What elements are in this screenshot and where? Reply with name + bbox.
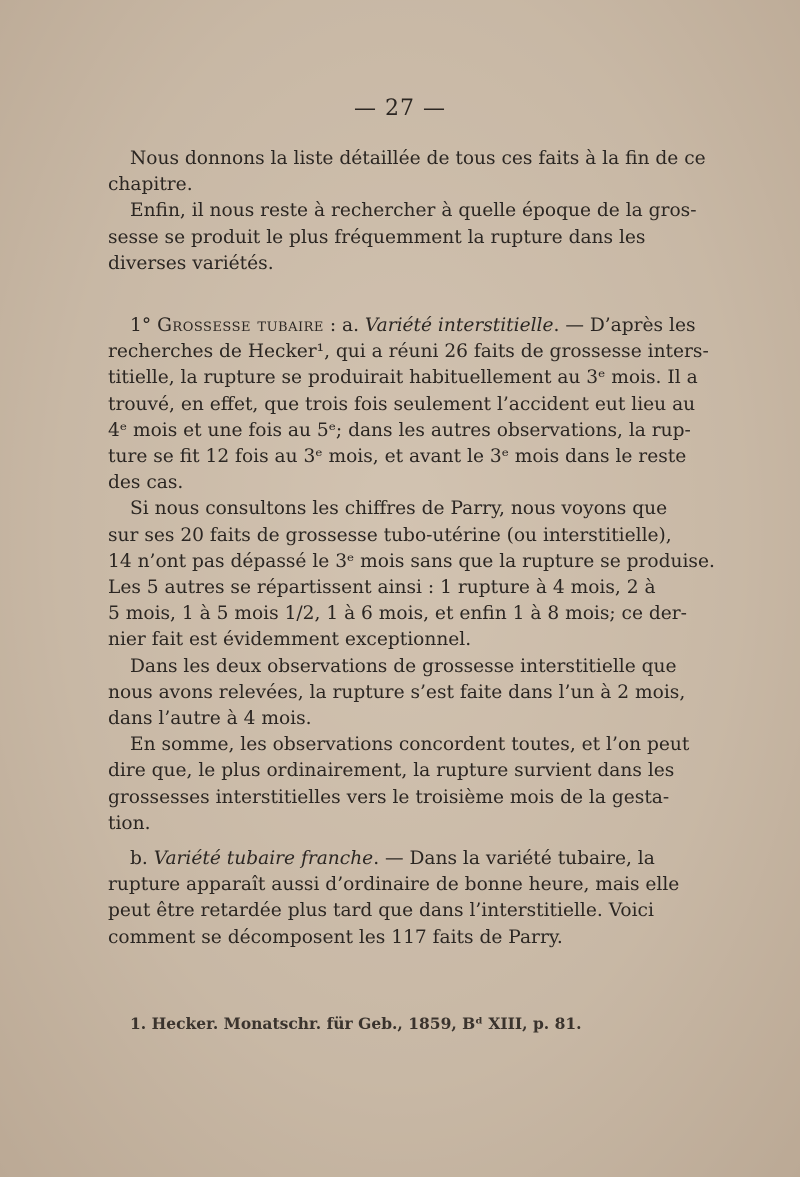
text-line: titielle, la rupture se produirait habituellement au 3ᵉ mois. Il a: [108, 367, 698, 389]
text-line: Enfin, il nous reste à rechercher à quelle époque de la gros-: [130, 200, 697, 222]
text-line: rupture apparaît aussi d’ordinaire de bonne heure, mais elle: [108, 874, 680, 896]
page-number: — 27 —: [354, 96, 446, 121]
text-line: sur ses 20 faits de grossesse tubo-utérine (ou interstitielle),: [108, 524, 672, 546]
text-line: nier fait est évidemment exceptionnel.: [108, 629, 472, 651]
text-line: tion.: [108, 812, 151, 834]
text-line: Si nous consultons les chiffres de Parry, nous voyons que: [130, 498, 668, 520]
text-line: peut être retardée plus tard que dans l’interstitielle. Voici: [108, 900, 654, 922]
heading-tail: . — D’après les: [553, 315, 696, 336]
heading-separator: : a.: [323, 315, 365, 336]
text-line: dans l’autre à 4 mois.: [108, 708, 312, 730]
section-interstitial: [108, 313, 715, 837]
body-text: [108, 146, 706, 277]
paragraph-6: [108, 732, 690, 837]
paragraph-5: [108, 654, 686, 733]
paragraph-1: [108, 146, 706, 198]
text-line: 4ᵉ mois et une fois au 5ᵉ; dans les autres observations, la rup-: [108, 419, 691, 441]
text-line: 5 mois, 1 à 5 mois 1/2, 1 à 6 mois, et enfin 1 à 8 mois; ce der-: [108, 603, 687, 625]
heading-tail: . — Dans la variété tubaire, la: [373, 848, 655, 869]
heading-number: 1°: [130, 315, 152, 336]
paragraph-2: [108, 198, 697, 277]
heading-letter: b.: [130, 848, 154, 869]
section-heading-line: [108, 313, 696, 339]
text-line: Dans les deux observations de grossesse interstitielle que: [130, 655, 677, 677]
text-line: dire que, le plus ordinairement, la rupture survient dans les: [108, 760, 675, 782]
section-tubal: [108, 846, 680, 951]
text-line: des cas.: [108, 472, 184, 494]
text-line: ture se fit 12 fois au 3ᵉ mois, et avant le 3ᵉ mois dans le reste: [108, 446, 687, 468]
text-line: diverses variétés.: [108, 252, 274, 274]
section-heading-line: [108, 846, 655, 872]
text-line: grossesses interstitielles vers le troisième mois de la gesta-: [108, 786, 670, 808]
paragraph-4: [108, 496, 715, 653]
text-line: 14 n’ont pas dépassé le 3ᵉ mois sans que la rupture se produise.: [108, 550, 715, 572]
text-line: Les 5 autres se répartissent ainsi : 1 rupture à 4 mois, 2 à: [108, 577, 656, 599]
paragraph-3: [108, 313, 709, 496]
text-line: sesse se produit le plus fréquemment la rupture dans les: [108, 226, 646, 248]
footnote: 1. Hecker. Monatschr. für Geb., 1859, Bᵈ XIII, p. 81.: [130, 1014, 582, 1033]
text-line: trouvé, en effet, que trois fois seulement l’accident eut lieu au: [108, 393, 696, 415]
heading-title: Grossesse tubaire: [157, 315, 324, 336]
heading-variety: Variété tubaire franche: [153, 848, 374, 869]
text-line: nous avons relevées, la rupture s’est faite dans l’un à 2 mois,: [108, 681, 686, 703]
paragraph-7: [108, 846, 680, 951]
heading-variety: Variété interstitielle: [364, 315, 554, 336]
text-line: chapitre.: [108, 174, 193, 196]
text-line: comment se décomposent les 117 faits de Parry.: [108, 926, 563, 948]
text-line: recherches de Hecker¹, qui a réuni 26 faits de grossesse inters-: [108, 341, 709, 363]
text-line: En somme, les observations concordent toutes, et l’on peut: [130, 734, 690, 756]
text-line: Nous donnons la liste détaillée de tous ces faits à la fin de ce: [130, 148, 706, 169]
